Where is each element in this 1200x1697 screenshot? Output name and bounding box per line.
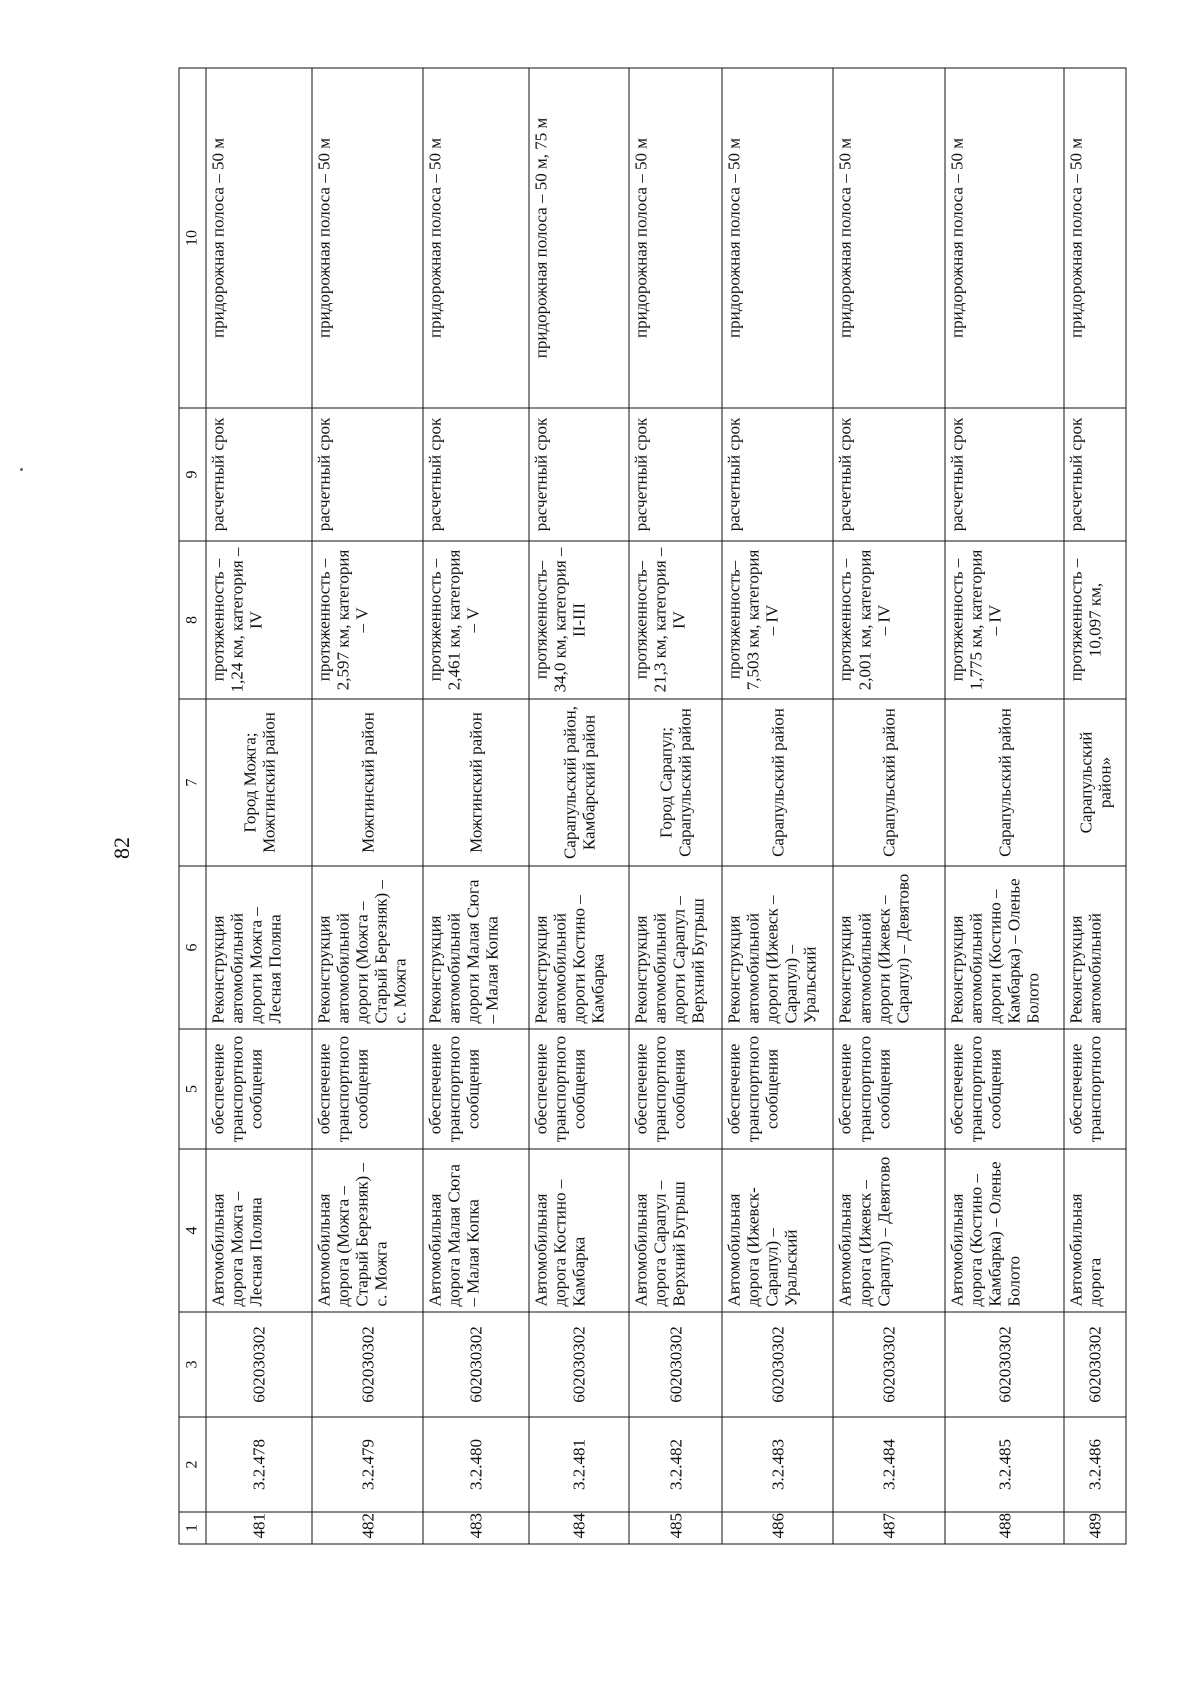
zone-cell: придорожная полоса – 50 м (1064, 68, 1126, 408)
scan-speck (20, 468, 23, 471)
col-header-1: 1 (179, 1512, 206, 1544)
oktmo-cell: 602030302 (833, 1312, 945, 1417)
zone-cell: придорожная полоса – 50 м (312, 68, 423, 408)
code-cell: 3.2.482 (629, 1417, 722, 1512)
table-row (423, 68, 529, 1544)
col-header-2: 2 (179, 1417, 206, 1512)
row-number-cell: 489 (1064, 1512, 1126, 1544)
activity-cell: Реконструкция автомобильной дороги Сарапул – Верхний Бугрыш (629, 866, 722, 1029)
table-row (945, 68, 1064, 1544)
term-cell: расчетный срок (1064, 408, 1126, 541)
location-cell: Сарапульский район (833, 699, 945, 866)
activity-cell: Реконструкция автомобильной дороги Можга – Лесная Поляна (206, 866, 312, 1029)
object-name-cell: Автомобильная дорога Костино – Камбарка (529, 1149, 629, 1312)
object-name-cell: Автомобильная дорога (Ижевск-Сарапул) – Уральский (722, 1149, 834, 1312)
oktmo-cell: 602030302 (945, 1312, 1064, 1417)
row-number-cell: 481 (206, 1512, 312, 1544)
row-number-cell: 482 (312, 1512, 423, 1544)
characteristics-cell: протяженность– 7,503 км, категория – IV (722, 541, 834, 699)
location-cell: Сарапульский район, Камбарский район (529, 699, 629, 866)
term-cell: расчетный срок (945, 408, 1064, 541)
col-header-8: 8 (179, 541, 206, 699)
location-cell: Сарапульский район (945, 699, 1064, 866)
activity-cell: Реконструкция автомобильной дороги Малая Сюга – Малая Копка (423, 866, 529, 1029)
code-cell: 3.2.485 (945, 1417, 1064, 1512)
col-header-5: 5 (179, 1029, 206, 1149)
characteristics-cell: протяженность – 2,597 км, категория – V (312, 541, 423, 699)
table-row (529, 68, 629, 1544)
purpose-cell: обеспечение транспортного сообщения (529, 1029, 629, 1149)
purpose-cell: обеспечение транспортного сообщения (722, 1029, 834, 1149)
purpose-cell: обеспечение транспортного (1064, 1029, 1126, 1149)
characteristics-cell: протяженность – 1,24 км, категория – IV (206, 541, 312, 699)
zone-cell: придорожная полоса – 50 м (423, 68, 529, 408)
row-number-cell: 487 (833, 1512, 945, 1544)
object-name-cell: Автомобильная дорога Сарапул – Верхний Бугрыш (629, 1149, 722, 1312)
object-name-cell: Автомобильная дорога (Ижевск – Сарапул) – Девятово (833, 1149, 945, 1312)
location-cell: Город Можга; Можгинский район (206, 699, 312, 866)
characteristics-cell: протяженность– 34,0 км, категория – II-III (529, 541, 629, 699)
location-cell: Можгинский район (312, 699, 423, 866)
table-container (178, 68, 1126, 1544)
code-cell: 3.2.486 (1064, 1417, 1126, 1512)
zone-cell: придорожная полоса – 50 м (722, 68, 834, 408)
table-row (722, 68, 834, 1544)
code-cell: 3.2.481 (529, 1417, 629, 1512)
oktmo-cell: 602030302 (312, 1312, 423, 1417)
activity-cell: Реконструкция автомобильной дороги (Ижевск – Сарапул) – Девятово (833, 866, 945, 1029)
table-row (1064, 68, 1126, 1544)
term-cell: расчетный срок (206, 408, 312, 541)
object-name-cell: Автомобильная дорога Можга – Лесная Поляна (206, 1149, 312, 1312)
col-header-3: 3 (179, 1312, 206, 1417)
purpose-cell: обеспечение транспортного сообщения (833, 1029, 945, 1149)
characteristics-cell: протяженность – 2,001 км, категория – IV (833, 541, 945, 699)
activity-cell: Реконструкция автомобильной дороги (Костино – Камбарка) – Оленье Болото (945, 866, 1064, 1029)
term-cell: расчетный срок (722, 408, 834, 541)
row-number-cell: 486 (722, 1512, 834, 1544)
purpose-cell: обеспечение транспортного сообщения (629, 1029, 722, 1149)
row-number-cell: 488 (945, 1512, 1064, 1544)
characteristics-cell: протяженность – 2,461 км, категория – V (423, 541, 529, 699)
oktmo-cell: 602030302 (529, 1312, 629, 1417)
term-cell: расчетный срок (312, 408, 423, 541)
zone-cell: придорожная полоса – 50 м (833, 68, 945, 408)
zone-cell: придорожная полоса – 50 м (629, 68, 722, 408)
code-cell: 3.2.480 (423, 1417, 529, 1512)
object-name-cell: Автомобильная дорога (Костино – Камбарка) – Оленье Болото (945, 1149, 1064, 1312)
code-cell: 3.2.484 (833, 1417, 945, 1512)
col-header-7: 7 (179, 699, 206, 866)
table-row (312, 68, 423, 1544)
oktmo-cell: 602030302 (1064, 1312, 1126, 1417)
oktmo-cell: 602030302 (722, 1312, 834, 1417)
characteristics-cell: протяженность – 10,097 км, (1064, 541, 1126, 699)
location-cell: Можгинский район (423, 699, 529, 866)
objects-table (179, 68, 1127, 1545)
oktmo-cell: 602030302 (206, 1312, 312, 1417)
header-row (179, 68, 206, 1544)
row-number-cell: 485 (629, 1512, 722, 1544)
activity-cell: Реконструкция автомобильной дороги Костино – Камбарка (529, 866, 629, 1029)
code-cell: 3.2.478 (206, 1417, 312, 1512)
object-name-cell: Автомобильная дорога (1064, 1149, 1126, 1312)
activity-cell: Реконструкция автомобильной дороги (Можга – Старый Березняк) – с. Можга (312, 866, 423, 1029)
col-header-4: 4 (179, 1149, 206, 1312)
location-cell: Сарапульский район» (1064, 699, 1126, 866)
code-cell: 3.2.483 (722, 1417, 834, 1512)
row-number-cell: 483 (423, 1512, 529, 1544)
oktmo-cell: 602030302 (423, 1312, 529, 1417)
zone-cell: придорожная полоса – 50 м, 75 м (529, 68, 629, 408)
purpose-cell: обеспечение транспортного сообщения (312, 1029, 423, 1149)
col-header-9: 9 (179, 408, 206, 541)
object-name-cell: Автомобильная дорога (Можга – Старый Березняк) – с. Можга (312, 1149, 423, 1312)
code-cell: 3.2.479 (312, 1417, 423, 1512)
zone-cell: придорожная полоса – 50 м (206, 68, 312, 408)
table-row (833, 68, 945, 1544)
term-cell: расчетный срок (833, 408, 945, 541)
oktmo-cell: 602030302 (629, 1312, 722, 1417)
activity-cell: Реконструкция автомобильной дороги (Ижевск – Сарапул) – Уральский (722, 866, 834, 1029)
characteristics-cell: протяженность– 21,3 км, категория – IV (629, 541, 722, 699)
object-name-cell: Автомобильная дорога Малая Сюга – Малая Копка (423, 1149, 529, 1312)
zone-cell: придорожная полоса – 50 м (945, 68, 1064, 408)
row-number-cell: 484 (529, 1512, 629, 1544)
term-cell: расчетный срок (529, 408, 629, 541)
location-cell: Город Сарапул; Сарапульский район (629, 699, 722, 866)
location-cell: Сарапульский район (722, 699, 834, 866)
purpose-cell: обеспечение транспортного сообщения (423, 1029, 529, 1149)
col-header-6: 6 (179, 866, 206, 1029)
activity-cell: Реконструкция автомобильной (1064, 866, 1126, 1029)
term-cell: расчетный срок (423, 408, 529, 541)
table-row (206, 68, 312, 1544)
characteristics-cell: протяженность – 1,775 км, категория – IV (945, 541, 1064, 699)
page-number: 82 (109, 837, 134, 859)
table-row (629, 68, 722, 1544)
term-cell: расчетный срок (629, 408, 722, 541)
purpose-cell: обеспечение транспортного сообщения (206, 1029, 312, 1149)
col-header-10: 10 (179, 68, 206, 408)
purpose-cell: обеспечение транспортного сообщения (945, 1029, 1064, 1149)
